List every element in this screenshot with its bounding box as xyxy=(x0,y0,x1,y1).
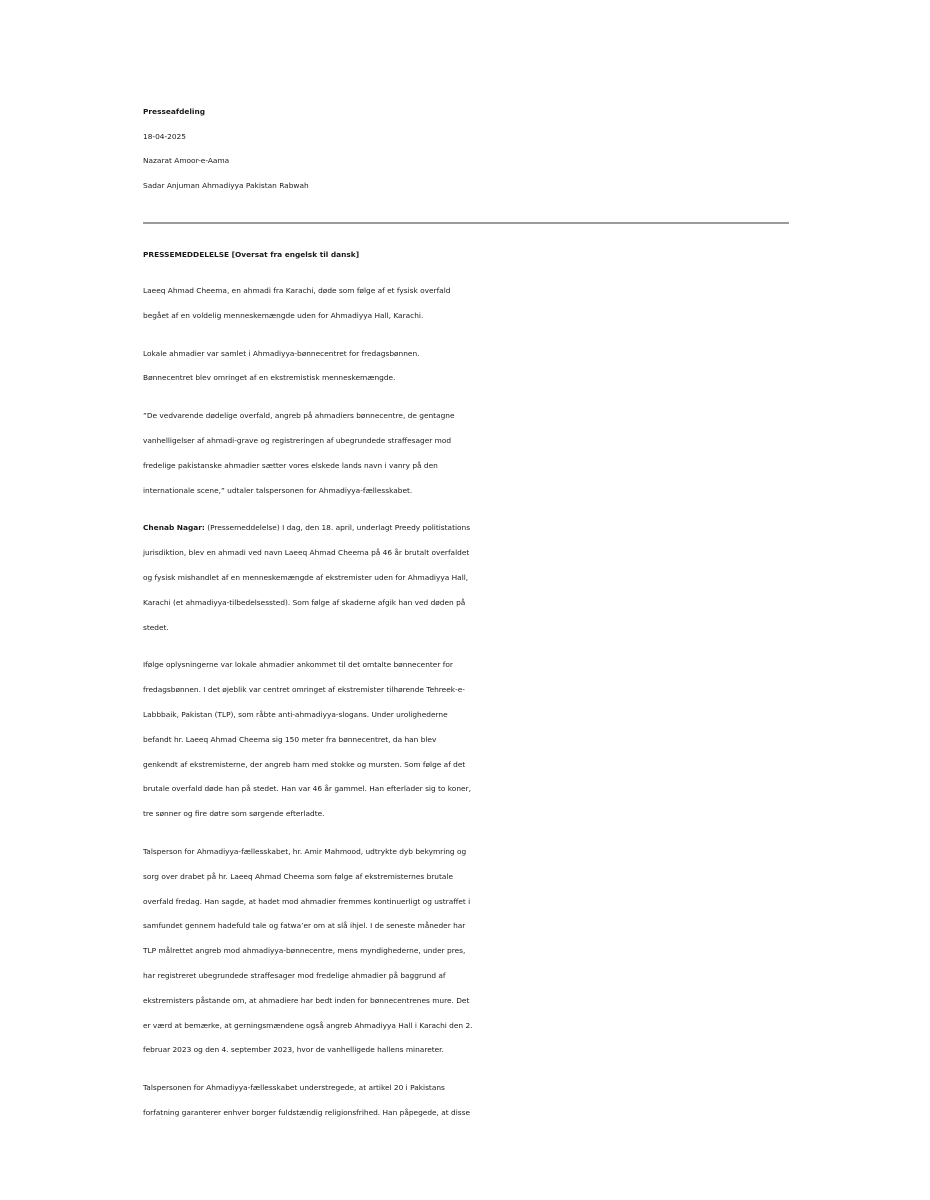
department-name: Presseafdeling xyxy=(143,107,206,116)
office-name: Nazarat Amoor-e-Aama xyxy=(143,156,230,165)
paragraph-line: stedet. xyxy=(143,622,169,632)
paragraph-5 xyxy=(143,653,793,827)
paragraph-line: er værd at bemærke, at gerningsmændene også angreb Ahmadiyya Hall i Karachi den 2. xyxy=(143,1020,473,1030)
paragraph-line: jurisdiktion, blev en ahmadi ved navn Laeeq Ahmad Cheema på 46 år brutalt overfaldet xyxy=(143,548,470,558)
paragraph-line: Bønnecentret blev omringet af en ekstremistisk menneskemængde. xyxy=(143,373,396,383)
paragraph-line: fredagsbønnen. I det øjeblik var centret omringet af ekstremister tilhørende Tehreek-e- xyxy=(143,685,465,695)
paragraph-line: Talsperson for Ahmadiyya-fællesskabet, hr. Amir Mahmood, udtrykte dyb bekymring og xyxy=(143,846,467,856)
paragraph-line: Laeeq Ahmad Cheema, en ahmadi fra Karachi, døde som følge af et fysisk overfald xyxy=(143,286,451,295)
paragraph-line: Lokale ahmadier var samlet i Ahmadiyya-bønnecentret for fredagsbønnen. xyxy=(143,348,420,358)
paragraph-6 xyxy=(143,840,793,1063)
paragraph-line: forfatning garanterer enhver borger fuldstændig religionsfrihed. Han påpegede, at disse xyxy=(143,1107,471,1117)
paragraph-2 xyxy=(143,342,793,392)
press-release-heading: PRESSEMEDDELELSE [Oversat fra engelsk til dansk] xyxy=(143,250,360,259)
paragraph-line: ekstremisters påstande om, at ahmadiere har bedt inden for bønnecentrenes mure. Det xyxy=(143,995,470,1005)
sender-block xyxy=(143,100,793,198)
paragraph-line: overfald fredag. Han sagde, at hadet mod ahmadier fremmes kontinuerligt og ustraffet i xyxy=(143,896,471,906)
paragraph-line: vanhelligelser af ahmadi-grave og registreringen af ubegrundede straffesager mod xyxy=(143,435,452,445)
paragraph-line: fredelige pakistanske ahmadier sætter vores elskede lands navn i vanry på den xyxy=(143,460,438,470)
paragraph-line: genkendt af ekstremisterne, der angreb ham med stokke og mursten. Som følge af det xyxy=(143,759,466,769)
press-release-body xyxy=(143,242,793,1139)
paragraph-line: har registreret ubegrundede straffesager mod fredelige ahmadier på baggrund af xyxy=(143,970,446,980)
organization-name: Sadar Anjuman Ahmadiyya Pakistan Rabwah xyxy=(143,180,309,190)
paragraph-line: Talspersonen for Ahmadiyya-fællesskabet understregede, at artikel 20 i Pakistans xyxy=(143,1083,445,1093)
dateline: Chenab Nagar: xyxy=(143,523,205,533)
paragraph-line: TLP målrettet angreb mod ahmadiyya-bønnecentre, mens myndighederne, under pres, xyxy=(143,946,466,956)
paragraph-7 xyxy=(143,1076,793,1126)
paragraph-line: Karachi (et ahmadiyya-tilbedelsessted). Som følge af skaderne afgik han ved døden på xyxy=(143,597,466,607)
paragraph-line: tre sønner og fire døtre som sørgende efterladte. xyxy=(143,809,325,819)
paragraph-line: internationale scene,” udtaler talspersonen for Ahmadiyya-fællesskabet. xyxy=(143,485,413,495)
paragraph-line: samfundet gennem hadefuld tale og fatwa’er om at slå ihjel. I de seneste måneder har xyxy=(143,921,466,931)
paragraph-line: brutale overfald døde han på stedet. Han var 46 år gammel. Han efterlader sig to koner, xyxy=(143,784,471,794)
paragraph-line: ”De vedvarende dødelige overfald, angreb på ahmadiers bønnecentre, de gentagne xyxy=(143,411,455,421)
paragraph-line-text: (Pressemeddelelse) I dag, den 18. april, underlagt Preedy politistations xyxy=(204,523,471,533)
paragraph-line: begået af en voldelig menneskemængde uden for Ahmadiyya Hall, Karachi. xyxy=(143,310,424,320)
paragraph-4 xyxy=(143,516,793,640)
release-date: 18-04-2025 xyxy=(143,131,186,141)
paragraph-line xyxy=(143,516,793,541)
paragraph-line: befandt hr. Laeeq Ahmad Cheema sig 150 meter fra bønnecentret, da han blev xyxy=(143,734,437,744)
paragraph-line: Labbbaik, Pakistan (TLP), som råbte anti-ahmadiyya-slogans. Under urolighederne xyxy=(143,709,448,719)
paragraph-line: sorg over drabet på hr. Laeeq Ahmad Cheema som følge af ekstremisternes brutale xyxy=(143,871,454,881)
paragraph-line: Ifølge oplysningerne var lokale ahmadier ankommet til det omtalte bønnecenter for xyxy=(143,660,453,670)
paragraph-line: og fysisk mishandlet af en menneskemængde af ekstremister uden for Ahmadiyya Hall, xyxy=(143,572,469,582)
horizontal-divider xyxy=(143,222,789,224)
paragraph-1 xyxy=(143,279,793,329)
paragraph-line: februar 2023 og den 4. september 2023, hvor de vanhelligede hallens minareter. xyxy=(143,1045,444,1055)
paragraph-3-quote xyxy=(143,404,793,503)
